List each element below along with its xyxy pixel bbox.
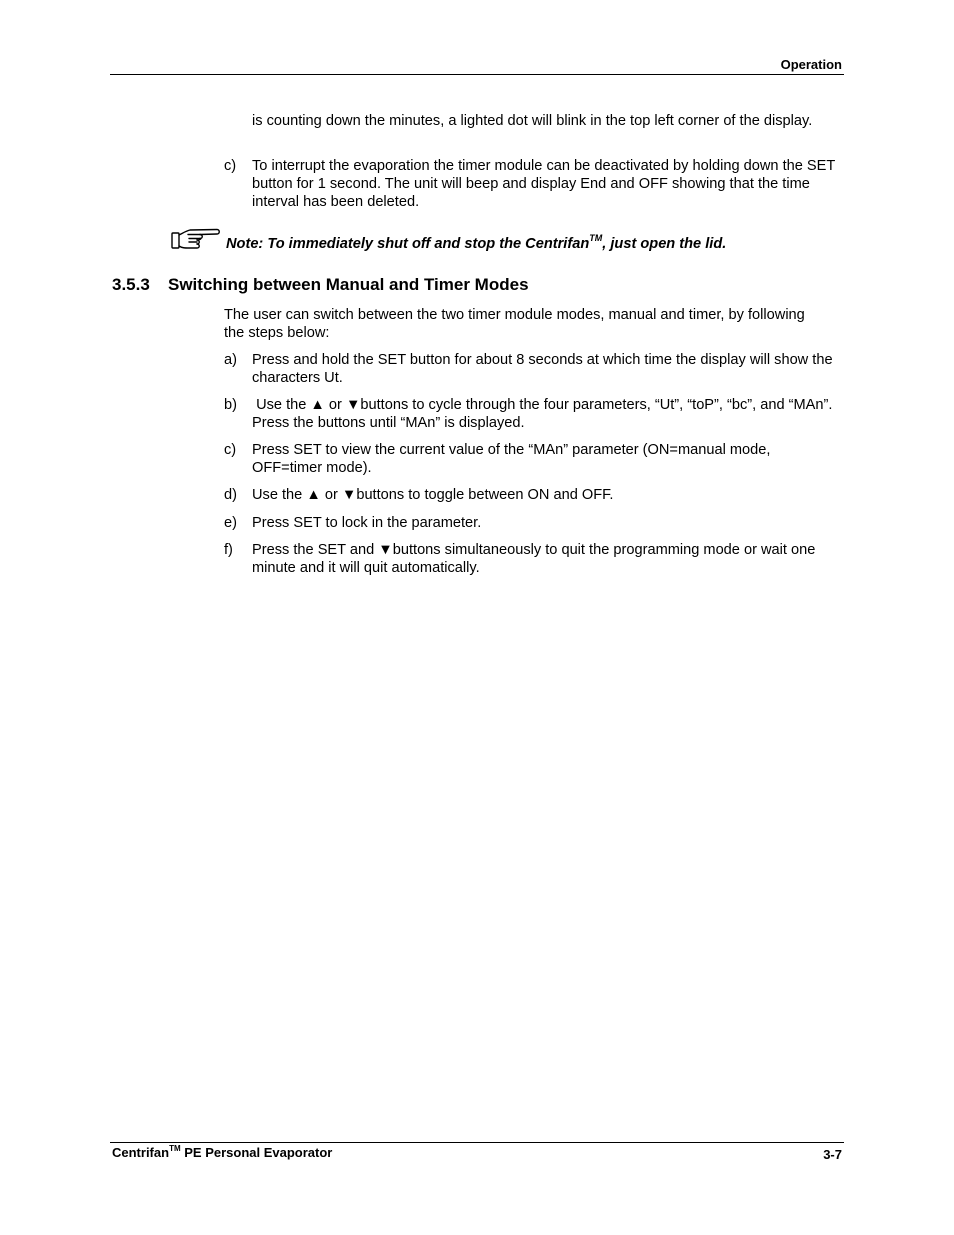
page-number: 3-7 <box>823 1147 842 1162</box>
list-marker: f) <box>224 542 233 558</box>
list-marker: d) <box>224 487 237 503</box>
list-item <box>224 541 844 577</box>
list-item-text: Press the SET and ▼buttons simultaneously to quit the programming mode or wait one minute and it will quit automatically. <box>252 542 816 576</box>
list-item-text: Use the ▲ or ▼buttons to cycle through the four parameters, “Ut”, “toP”, “bc”, and “MAn”. Press the buttons until “MAn” is displayed. <box>252 397 841 431</box>
footer-product-suffix: PE Personal Evaporator <box>180 1145 333 1160</box>
list-item-text: Press SET to lock in the parameter. <box>252 515 482 531</box>
section-intro: The user can switch between the two timer module modes, manual and timer, by following the steps below: <box>224 307 805 341</box>
list-item <box>224 351 844 387</box>
list-marker: a) <box>224 352 237 368</box>
section-heading <box>112 275 529 295</box>
header-rule <box>110 74 844 75</box>
continuation-paragraph: is counting down the minutes, a lighted dot will blink in the top left corner of the display. <box>252 113 813 129</box>
list-item <box>224 514 844 532</box>
section-number: 3.5.3 <box>112 275 150 294</box>
list-item-text: Press and hold the SET button for about 8 seconds at which time the display will show the characters Ut. <box>252 352 833 386</box>
note-text-end: , just open the lid. <box>602 236 727 252</box>
list-item-text: Press SET to view the current value of the “MAn” parameter (ON=manual mode, OFF=timer mode). <box>252 442 771 476</box>
section-title: Switching between Manual and Timer Modes <box>168 275 529 294</box>
list-item-text: To interrupt the evaporation the timer module can be deactivated by holding down the SET button for 1 second. The unit will beep and display End and OFF showing that the time interval has been deleted. <box>252 158 836 210</box>
trademark-superscript: TM <box>589 233 603 244</box>
footer-product-name: Centrifan <box>112 1145 170 1160</box>
note-text: Note: To immediately shut off and stop the Centrifan <box>226 236 590 252</box>
running-header: Operation <box>780 57 842 72</box>
list-marker: c) <box>224 442 237 458</box>
list-item-text: Use the ▲ or ▼buttons to toggle between ON and OFF. <box>252 487 614 503</box>
note <box>226 233 727 252</box>
list-item <box>224 486 844 504</box>
list-marker: c) <box>224 158 237 174</box>
pointing-hand-icon <box>171 227 221 251</box>
list-item <box>224 157 844 211</box>
list-marker: b) <box>224 397 237 413</box>
footer-title <box>112 1145 332 1160</box>
trademark-superscript: TM <box>169 1143 181 1153</box>
list-item <box>224 396 844 432</box>
list-item <box>224 441 844 477</box>
list-marker: e) <box>224 515 237 531</box>
footer-rule <box>110 1142 844 1143</box>
